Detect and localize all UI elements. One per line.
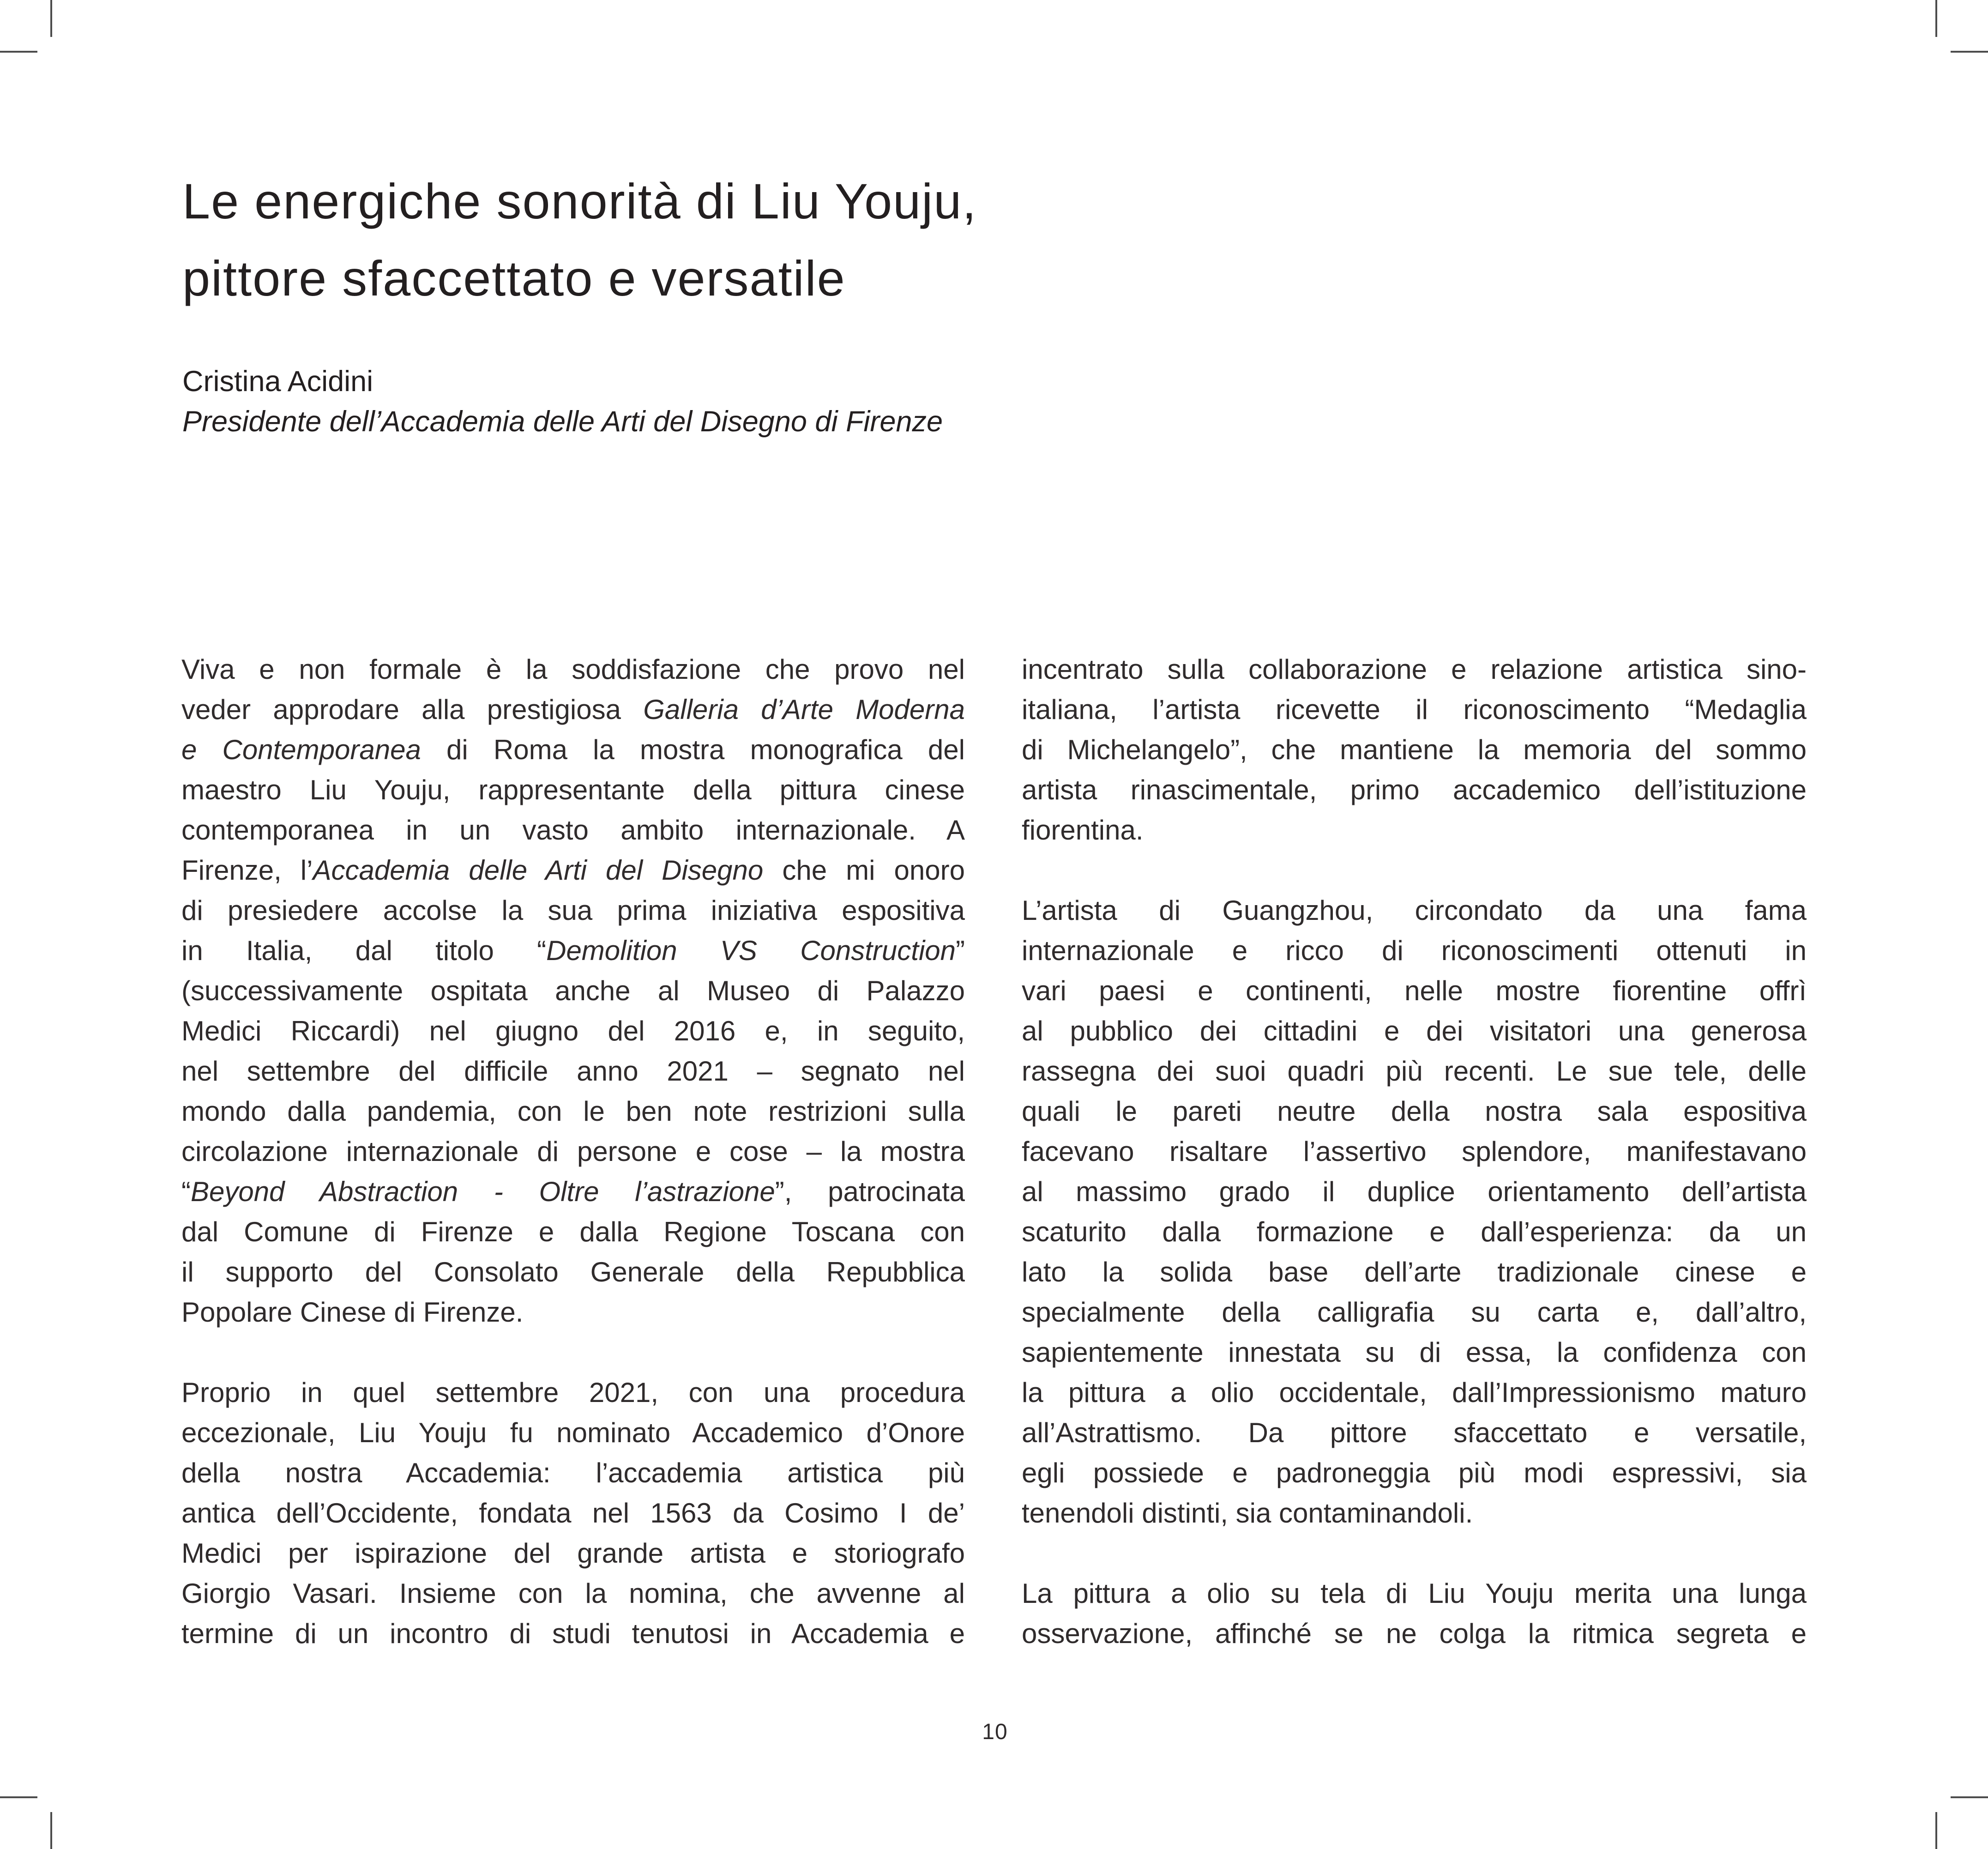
text-line [181,1493,965,1533]
text-segment: contemporanea in un vasto ambito internazionale. A [181,815,965,846]
text-segment: artista rinascimentale, primo accademico dell’istituzione [1022,774,1807,805]
text-segment: specialmente della calligrafia su carta e, dall’altro, [1022,1297,1807,1328]
text-column-left [181,649,965,1654]
text-segment: maestro Liu Youju, rappresentante della pittura cinese [181,774,965,805]
text-segment: egli possiede e padroneggia più modi espressivi, sia [1022,1457,1807,1488]
text-segment: lato la solida base dell’arte tradizionale cinese e [1022,1257,1807,1287]
italic-text-segment: Galleria d’Arte Moderna [643,694,965,725]
text-line [1022,1011,1807,1051]
author-role: Presidente dell’Accademia delle Arti del Disegno di Firenze [182,405,943,438]
text-segment: al pubblico dei cittadini e dei visitatori una generosa [1022,1015,1807,1046]
text-line [181,1453,965,1493]
italic-text-segment: Accademia delle Arti del Disegno [313,855,764,886]
text-line [1022,730,1807,770]
paragraph [181,649,965,1332]
text-line [1022,971,1807,1011]
text-segment: di presiedere accolse la sua prima iniziativa espositiva [181,895,965,926]
text-line [181,1573,965,1613]
text-segment: incentrato sulla collaborazione e relazione artistica sino- [1022,654,1807,685]
text-segment: Firenze, l’ [181,855,313,886]
text-segment: facevano risaltare l’assertivo splendore, manifestavano [1022,1136,1807,1167]
text-segment: Viva e non formale è la soddisfazione che provo nel [181,654,965,685]
crop-mark-top-right-horizontal [1951,51,1988,53]
text-segment: il supporto del Consolato Generale della Repubblica [181,1257,965,1287]
text-line [1022,1091,1807,1131]
paragraph [1022,890,1807,1533]
text-segment: fiorentina. [1022,815,1144,846]
page-title-line-2: pittore sfaccettato e versatile [182,250,846,306]
text-segment: circolazione internazionale di persone e cose – la mostra [181,1136,965,1167]
text-line [1022,689,1807,730]
text-line [1022,1212,1807,1252]
text-line [1022,1292,1807,1332]
text-segment: di Roma la mostra monografica del [421,734,965,765]
text-segment: veder approdare alla prestigiosa [181,694,644,725]
text-line [181,1131,965,1172]
text-segment: che mi onoro [763,855,965,886]
text-column-right [1022,649,1807,1654]
text-segment: di Michelangelo”, che mantiene la memoria del sommo [1022,734,1807,765]
text-segment: sapientemente innestata su di essa, la confidenza con [1022,1337,1807,1368]
text-segment: Medici Riccardi) nel giugno del 2016 e, in seguito, [181,1015,965,1046]
text-segment: vari paesi e continenti, nelle mostre fiorentine offrì [1022,975,1807,1006]
text-segment: Proprio in quel settembre 2021, con una procedura [181,1377,965,1408]
crop-mark-top-right-vertical [1935,0,1937,37]
crop-mark-bottom-left-horizontal [0,1796,37,1798]
text-line [181,1613,965,1654]
text-line [181,1533,965,1573]
text-segment: La pittura a olio su tela di Liu Youju merita una lunga [1022,1578,1807,1609]
text-line [1022,1372,1807,1413]
text-line [181,1292,965,1332]
text-line [181,850,965,890]
text-line [1022,1493,1807,1533]
text-line [181,1091,965,1131]
text-line [181,1252,965,1292]
crop-mark-top-left-horizontal [0,51,37,53]
text-segment: in Italia, dal titolo “ [181,935,547,966]
text-line [1022,1332,1807,1372]
text-segment: scaturito dalla formazione e dall’esperienza: da un [1022,1216,1807,1247]
author-block [182,362,943,442]
text-line [1022,890,1807,931]
text-segment: nel settembre del difficile anno 2021 – segnato nel [181,1056,965,1087]
text-segment: “ [181,1176,191,1207]
text-line [181,931,965,971]
text-line [181,1212,965,1252]
text-segment: all’Astrattismo. Da pittore sfaccettato e versatile, [1022,1417,1807,1448]
page-number: 10 [982,1720,1008,1744]
text-line [1022,770,1807,810]
crop-mark-top-left-vertical [50,0,52,37]
text-line [1022,1051,1807,1091]
text-segment: L’artista di Guangzhou, circondato da una fama [1022,895,1807,926]
text-line [181,1372,965,1413]
text-line [1022,1131,1807,1172]
text-line [181,890,965,931]
paragraph [181,1372,965,1654]
page-title [182,163,977,317]
text-segment: italiana, l’artista ricevette il riconoscimento “Medaglia [1022,694,1807,725]
italic-text-segment: Beyond Abstraction - Oltre l’astrazione [190,1176,775,1207]
text-segment: della nostra Accademia: l’accademia artistica più [181,1457,965,1488]
text-segment: (successivamente ospitata anche al Museo di Palazzo [181,975,965,1006]
text-segment: internazionale e ricco di riconoscimenti ottenuti in [1022,935,1807,966]
text-segment: antica dell’Occidente, fondata nel 1563 da Cosimo I de’ [181,1498,965,1529]
text-segment: termine di un incontro di studi tenutosi in Accademia e [181,1618,965,1649]
crop-mark-bottom-left-vertical [50,1812,52,1849]
author-name: Cristina Acidini [182,365,374,398]
text-line [1022,649,1807,689]
italic-text-segment: e Contemporanea [181,734,421,765]
text-segment: eccezionale, Liu Youju fu nominato Accademico d’Onore [181,1417,965,1448]
text-segment: ” [956,935,965,966]
text-line [1022,1172,1807,1212]
text-line [1022,931,1807,971]
text-line [181,649,965,689]
text-segment: Popolare Cinese di Firenze. [181,1297,524,1328]
text-line [1022,1453,1807,1493]
paragraph [1022,649,1807,850]
text-segment: tenendoli distinti, sia contaminandoli. [1022,1498,1473,1529]
text-segment: quali le pareti neutre della nostra sala espositiva [1022,1096,1807,1127]
text-segment: dal Comune di Firenze e dalla Regione Toscana con [181,1216,965,1247]
text-line [1022,1613,1807,1654]
crop-mark-bottom-right-vertical [1935,1812,1937,1849]
text-segment: Medici per ispirazione del grande artista e storiografo [181,1538,965,1569]
text-line [181,689,965,730]
text-segment: al massimo grado il duplice orientamento dell’artista [1022,1176,1807,1207]
text-line [181,1011,965,1051]
text-line [1022,1573,1807,1613]
text-line [181,1172,965,1212]
text-line [181,810,965,850]
text-segment: ”, patrocinata [775,1176,965,1207]
text-line [181,1051,965,1091]
text-segment: Giorgio Vasari. Insieme con la nomina, che avvenne al [181,1578,965,1609]
text-segment: la pittura a olio occidentale, dall’Impressionismo maturo [1022,1377,1807,1408]
italic-text-segment: Demolition VS Construction [546,935,956,966]
text-segment: mondo dalla pandemia, con le ben note restrizioni sulla [181,1096,965,1127]
text-line [181,971,965,1011]
text-line [181,1413,965,1453]
page-title-line-1: Le energiche sonorità di Liu Youju, [182,173,977,229]
crop-mark-bottom-right-horizontal [1951,1796,1988,1798]
paragraph [1022,1573,1807,1654]
text-segment: rassegna dei suoi quadri più recenti. Le sue tele, delle [1022,1056,1807,1087]
text-line [1022,1252,1807,1292]
text-line [1022,1413,1807,1453]
text-segment: osservazione, affinché se ne colga la ritmica segreta e [1022,1618,1807,1649]
text-line [181,770,965,810]
text-line [181,730,965,770]
text-line [1022,810,1807,850]
